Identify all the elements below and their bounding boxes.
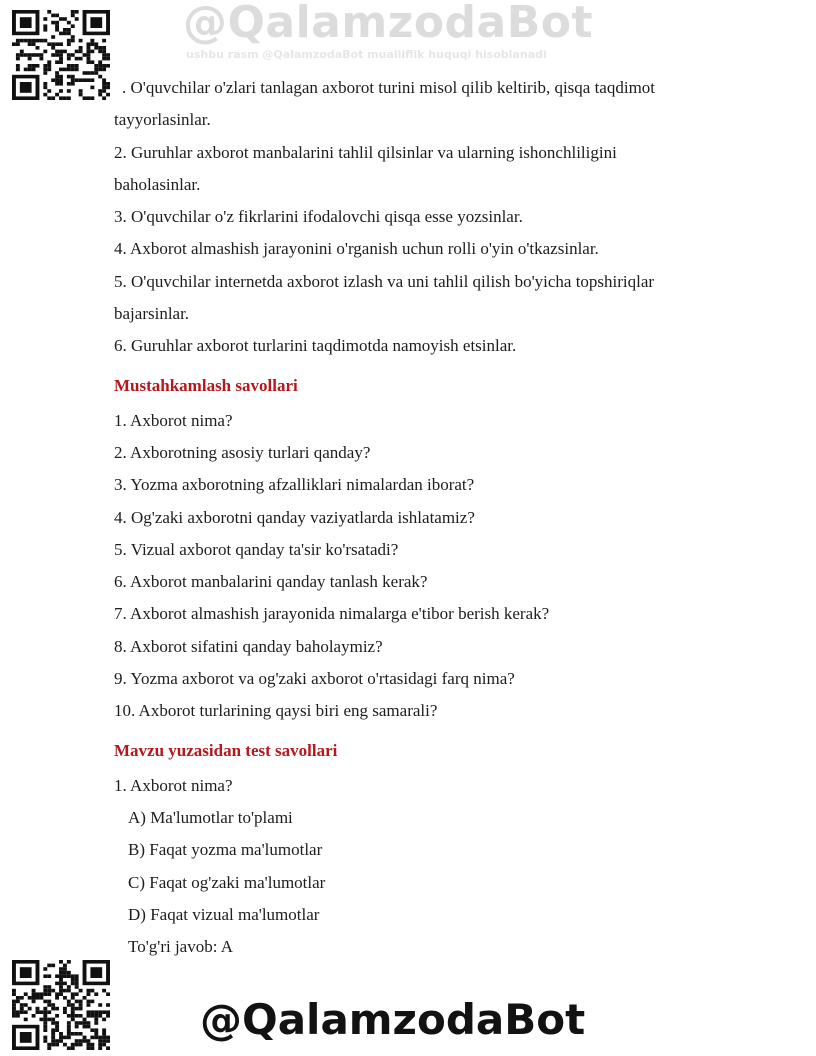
task-item [114,137,714,202]
task-item [114,201,714,233]
task-item [114,233,714,265]
qr-code-icon [12,10,110,100]
test-option: B) Faqat yozma ma'lumotlar [128,840,323,860]
test-option: C) Faqat og'zaki ma'lumotlar [128,872,326,892]
task-line: . O'quvchilar o'zlari tanlagan axborot turini misol qilib keltirib, qisqa taqdimot [122,78,656,97]
task-line: 4. Axborot almashish jarayonini o'rganish uchun rolli o'yin o'tkazsinlar. [114,239,599,259]
task-line: 5. O'quvchilar internetda axborot izlash va uni tahlil qilish bo'yicha topshiriqlar [114,271,655,291]
test-answer: To'g'ri javob: A [128,937,234,957]
document-body [114,72,714,963]
test-option: A) Ma'lumotlar to'plami [128,807,293,827]
task-line: baholasinlar. [114,174,201,194]
task-list [114,72,714,363]
task-item [114,330,714,362]
list-item: 10. Axborot turlarining qaysi biri eng samarali? [114,701,438,721]
qr-code-icon [12,960,110,1050]
watermark-title: @QalamzodaBot [183,0,594,48]
task-item [114,72,714,137]
list-item: 9. Yozma axborot va og'zaki axborot o'rtasidagi farq nima? [114,669,515,689]
list-item: 1. Axborot nima? [114,410,233,430]
task-line: 6. Guruhlar axborot turlarini taqdimotda namoyish etsinlar. [114,336,517,356]
watermark-subtitle: ushbu rasm @QalamzodaBot mualliflik huquqi hisoblanadi [186,48,547,61]
review-question-list [114,405,714,728]
list-item: 2. Axborotning asosiy turlari qanday? [114,442,371,462]
task-line: 2. Guruhlar axborot manbalarini tahlil qilsinlar va ularning ishonchliligini [114,142,617,162]
test-heading: Mavzu yuzasidan test savollari [114,740,338,760]
task-line: bajarsinlar. [114,304,190,324]
list-item: 4. Og'zaki axborotni qanday vaziyatlarda ishlatamiz? [114,507,475,527]
task-item [114,266,714,331]
list-item: 6. Axborot manbalarini qanday tanlash kerak? [114,572,428,592]
list-item: 5. Vizual axborot qanday ta'sir ko'rsatadi? [114,539,399,559]
test-question [114,770,714,964]
list-item: 8. Axborot sifatini qanday baholaymiz? [114,636,383,656]
list-item: 3. Yozma axborotning afzalliklari nimalardan iborat? [114,475,475,495]
list-item: 7. Axborot almashish jarayonida nimalarga e'tibor berish kerak? [114,604,550,624]
footer-brand: @QalamzodaBot [200,995,586,1044]
test-option: D) Faqat vizual ma'lumotlar [128,904,320,924]
review-heading: Mustahkamlash savollari [114,375,298,395]
task-line: tayyorlasinlar. [114,110,211,130]
test-question-text: 1. Axborot nima? [114,775,233,795]
task-line: 3. O'quvchilar o'z fikrlarini ifodalovchi qisqa esse yozsinlar. [114,207,523,227]
